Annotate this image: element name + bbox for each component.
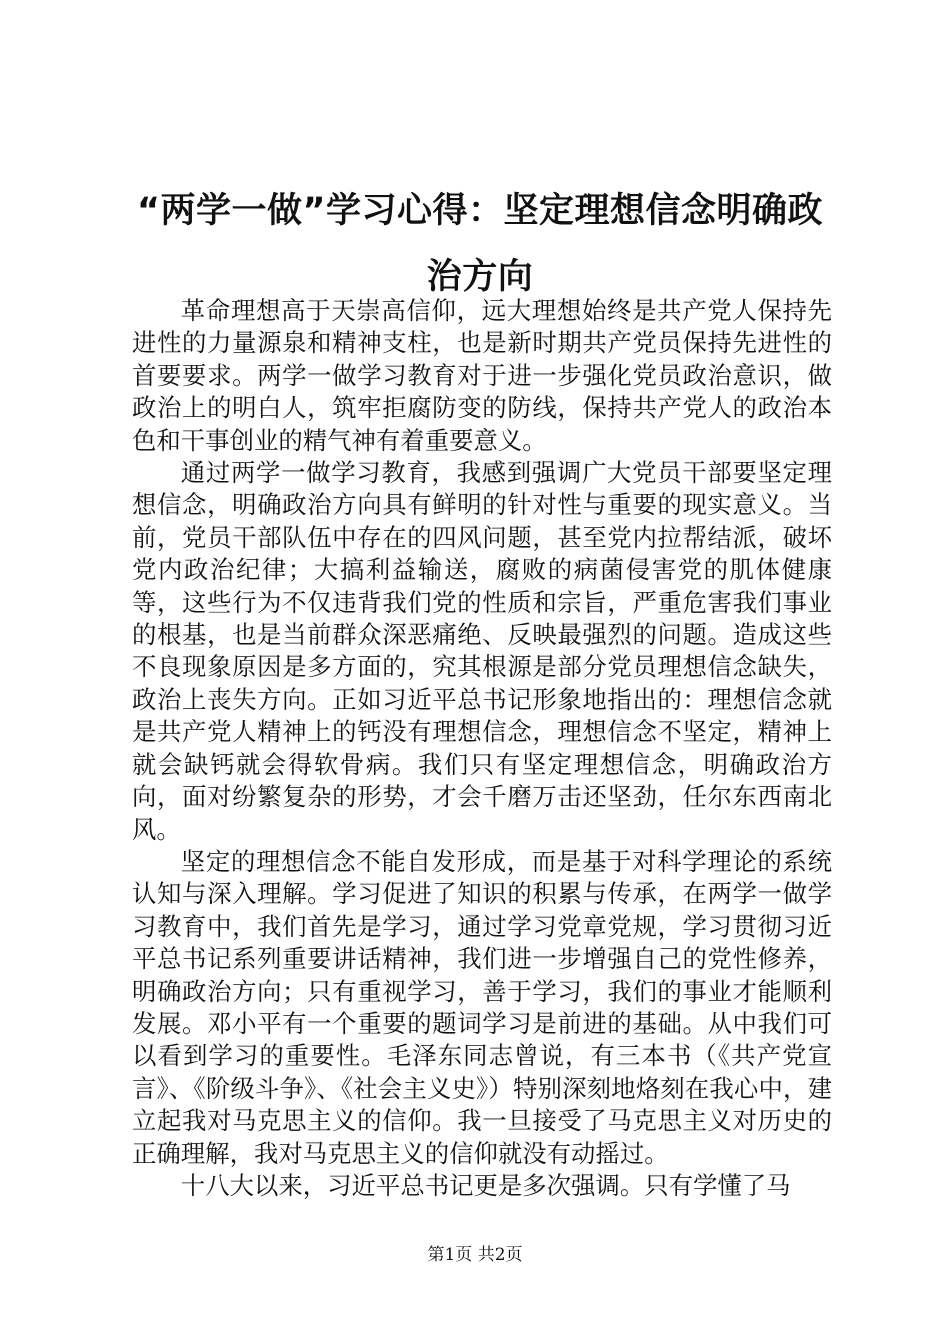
paragraph-4: 十八大以来，习近平总书记更是多次强调。只有学懂了马 xyxy=(180,1170,791,1200)
document-title: “两学一做”学习心得：坚定理想信念明确政治方向 xyxy=(136,191,823,297)
page-footer: 第1页 共2页 xyxy=(427,1245,523,1265)
paragraph-2: 通过两学一做学习教育，我感到强调广大党员干部要坚定理想信念，明确政治方向具有鲜明的针对性与重要的现实意义。当前，党员干部队伍中存在的四风问题，甚至党内拉帮结派，破坏党内政治纪律；大搞利益输送，腐败的病菌侵害党的肌体健康等，这些行为不仅违背我们党的性质和宗旨，严重危害我们事业的根基，也是当前群众深恶痛绝、反映最强烈的问题。造成这些不良现象原因是多方面的，究其根源是部分党员理想信念缺失，政治上丧失方向。正如习近平总书记形象地指出的：理想信念就是共产党人精神上的钙没有理想信念，理想信念不坚定，精神上就会缺钙就会得软骨病。我们只有坚定理想信念，明确政治方向，面对纷繁复杂的形势，才会千磨万击还坚劲，任尔东西南北风。 xyxy=(132,458,832,844)
document-body xyxy=(132,295,832,1202)
paragraph-1: 革命理想高于天崇高信仰，远大理想始终是共产党人保持先进性的力量源泉和精神支柱，也是新时期共产党员保持先进性的首要要求。两学一做学习教育对于进一步强化党员政治意识，做政治上的明白人，筑牢拒腐防变的防线，保持共产党人的政治本色和干事创业的精气神有着重要意义。 xyxy=(132,296,832,455)
paragraph-3: 坚定的理想信念不能自发形成，而是基于对科学理论的系统认知与深入理解。学习促进了知识的积累与传承，在两学一做学习教育中，我们首先是学习，通过学习党章党规，学习贯彻习近平总书记系列重要讲话精神，我们进一步增强自己的党性修养，明确政治方向；只有重视学习，善于学习，我们的事业才能顺利发展。邓小平有一个重要的题词学习是前进的基础。从中我们可以看到学习的重要性。毛泽东同志曾说，有三本书（《共产党宣言》、《阶级斗争》、《社会主义史》）特别深刻地烙刻在我心中，建立起我对马克思主义的信仰。我一旦接受了马克思主义对历史的正确理解，我对马克思主义的信仰就没有动摇过。 xyxy=(132,846,832,1168)
